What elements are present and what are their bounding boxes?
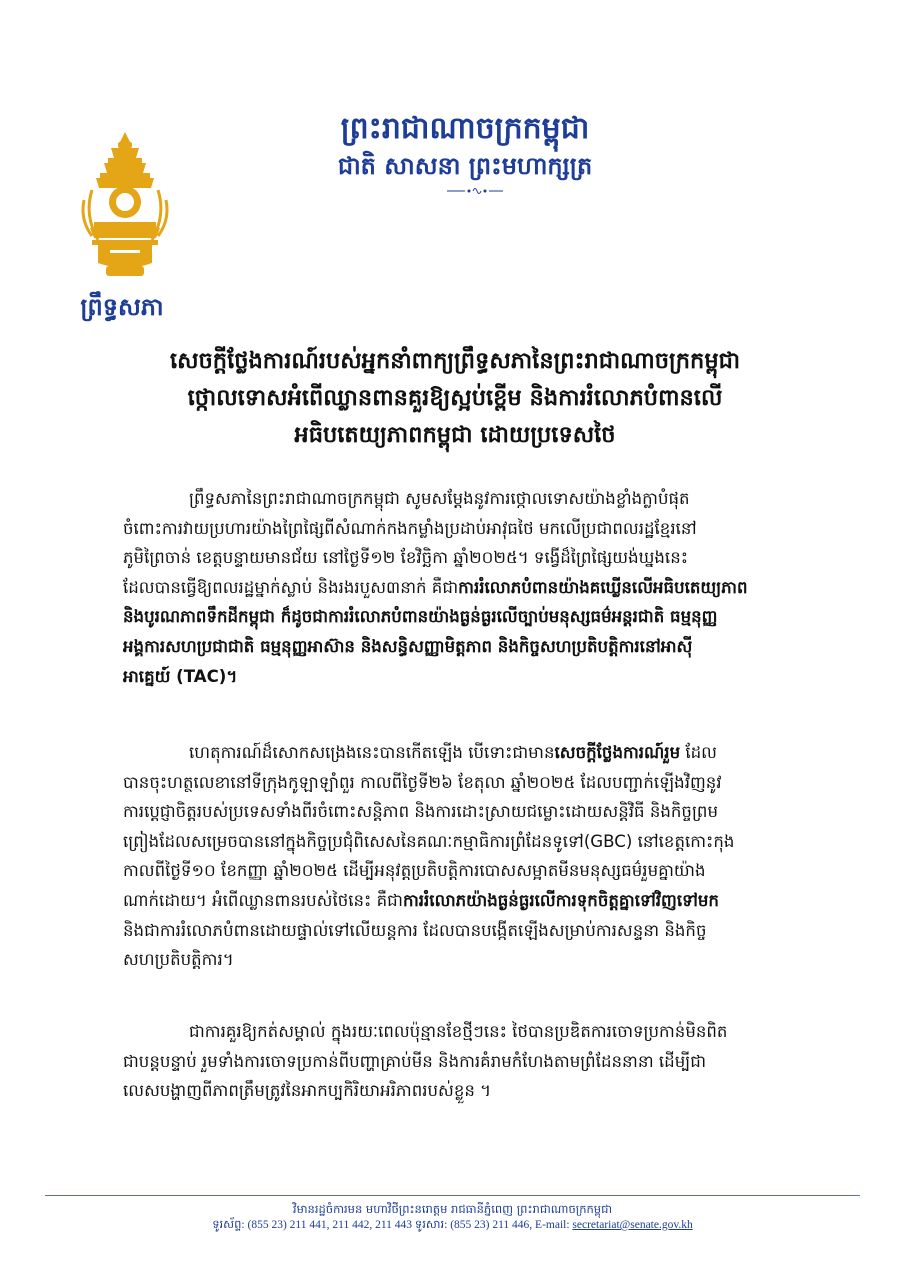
title-line: អធិបតេយ្យភាពកម្ពុជា ដោយប្រទេសថៃ bbox=[294, 422, 616, 448]
text-line: ចំពោះការវាយប្រហារយ៉ាងព្រៃផ្សៃពីសំណាក់កងកម្លាំងប្រដាប់អាវុធថៃ មកលើប្រជាពលរដ្ឋខ្មែរនៅ bbox=[123, 518, 697, 538]
senate-emblem-icon bbox=[80, 130, 170, 280]
footer-divider bbox=[45, 1195, 860, 1196]
text-line: ជាការគួរឱ្យកត់សម្គាល់ ក្នុងរយៈពេលប៉ុន្មានខែថ្មីៗនេះ ថៃបានប្រឌិតការចោទប្រកាន់មិនពិត bbox=[189, 1022, 728, 1041]
kingdom-heading: ព្រះរាជាណាចក្រកម្ពុជា bbox=[340, 111, 590, 146]
bold-text-line: និងបូរណភាពទឹកដីកម្ពុជា ក៏ដូចជាការរំលោភបំពានយ៉ាងធ្ងន់ធ្ងរលើច្បាប់មនុស្សធម៌អន្តរជាតិ ធម្មនុញ្ញ bbox=[123, 607, 718, 627]
fax-number: (855 23) 211 446, E-mail: bbox=[447, 1219, 573, 1231]
title-line: សេចក្តីថ្លែងការណ៍របស់អ្នកនាំពាក្យព្រឹទ្ធសភានៃព្រះរាជាណាចក្រកម្ពុជា bbox=[169, 348, 741, 374]
bold-text-run: ការរំលោភយ៉ាងធ្ងន់ធ្ងរលើការទុកចិត្តគ្នាទៅវិញទៅមក bbox=[402, 890, 719, 910]
fax-label: ទូរសារ: bbox=[414, 1219, 448, 1231]
footer-address: វិមានរដ្ឋចំការមន មហាវិថីព្រះនរោត្តម រាជធានីភ្នំពេញ ព្រះរាជាណាចក្រកម្ពុជា bbox=[292, 1202, 613, 1216]
senate-label: ព្រឹទ្ធសភា bbox=[80, 292, 164, 321]
text-line: បានចុះហត្ថលេខានៅទីក្រុងកូឡាឡាំពួរ កាលពីថ្ងៃទី២៦ ខែតុលា ឆ្នាំ២០២៥ ដែលបញ្ជាក់ឡើងវិញនូវ bbox=[123, 772, 722, 792]
ornament-divider-icon bbox=[445, 184, 505, 198]
bold-text-line: អាគ្នេយ៍ (TAC)។ bbox=[123, 666, 238, 686]
text-line: ជាបន្តបន្ទាប់ រួមទាំងការចោទប្រកាន់ពីបញ្ហាគ្រាប់មីន និងការគំរាមកំហែងតាមព្រំដែននានា ដើម្បីជា bbox=[123, 1051, 706, 1071]
bold-text-line: អង្គការសហប្រជាជាតិ ធម្មនុញ្ញអាស៊ាន និងសន្ធិសញ្ញាមិត្តភាព និងកិច្ចសហប្រតិបត្តិការនៅអាស៊ី bbox=[123, 636, 693, 656]
text-run: ណាក់ដោយ។ អំពើឈ្លានពានរបស់ថៃនេះ គឺជា bbox=[123, 890, 403, 910]
text-run: ដែល bbox=[680, 743, 717, 762]
email-link[interactable]: secretariat@senate.gov.kh bbox=[572, 1219, 693, 1231]
bold-text-run: ការរំលោភបំពានយ៉ាងគឃ្លើនលើអធិបតេយ្យភាព bbox=[458, 577, 748, 597]
text-line bbox=[123, 886, 835, 916]
text-line: ភូមិព្រៃចាន់ ខេត្តបន្ទាយមានជ័យ នៅថ្ងៃទី១២ ខែវិច្ឆិកា ឆ្នាំ២០២៥។ ទង្វើដ៏ព្រៃផ្សៃយង់ឃ្នងនេះ bbox=[123, 548, 689, 568]
title-line: ថ្កោលទោសអំពើឈ្លានពានគួរឱ្យស្អប់ខ្ពើម និងការរំលោភបំពានលើ bbox=[187, 385, 723, 411]
tel-label: ទូរស័ព្ទ: bbox=[212, 1219, 245, 1231]
text-run: ហេតុការណ៍ដ៏សោកសង្រេងនេះបានកើតឡើង បើទោះជាមាន bbox=[189, 743, 555, 762]
text-run: ដែលបានធ្វើឱ្យពលរដ្ឋម្នាក់ស្លាប់ និងរងរបួស៣នាក់ គឺជា bbox=[123, 577, 459, 597]
national-motto: ជាតិ សាសនា ព្រះមហាក្សត្រ bbox=[337, 151, 593, 180]
text-line bbox=[123, 573, 835, 603]
text-line: កាលពីថ្ងៃទី១០ ខែកញ្ញា ឆ្នាំ២០២៥ ដើម្បីអនុវត្តប្រតិបត្តិការបោសសម្អាតមីនមនុស្សធម៌រួមគ្នាយ៉ាង bbox=[123, 861, 706, 881]
document-title bbox=[90, 343, 820, 454]
tel-numbers: (855 23) 211 441, 211 442, 211 443 bbox=[244, 1219, 415, 1231]
text-line: ព្រឹទ្ធសភានៃព្រះរាជាណាចក្រកម្ពុជា សូមសម្តែងនូវការថ្កោលទោសយ៉ាងខ្លាំងក្លាបំផុត bbox=[189, 489, 690, 508]
text-line: លេសបង្ហាញពីភាពត្រឹមត្រូវនៃអាកប្បកិរិយាអរិភាពរបស់ខ្លួន ។ bbox=[123, 1081, 492, 1101]
paragraph-2 bbox=[123, 738, 835, 975]
paragraph-1 bbox=[123, 484, 835, 691]
text-line: ព្រៀងដែលសម្រេចបាននៅក្នុងកិច្ចប្រជុំពិសេសនៃគណៈកម្មាធិការព្រំដែនទូទៅ(GBC) នៅខេត្តកោះកុង bbox=[123, 831, 735, 851]
text-line: ការប្តេជ្ញាចិត្តរបស់ប្រទេសទាំងពីរចំពោះសន្តិភាព និងការដោះស្រាយជម្លោះដោយសន្តិវិធី និងកិច្ចព្រម bbox=[123, 802, 718, 822]
bold-text-run: សេចក្តីថ្លែងការណ៍រួម bbox=[554, 743, 681, 762]
text-line bbox=[123, 738, 835, 768]
text-line: សហប្រតិបត្តិការ។ bbox=[123, 950, 234, 970]
text-line: និងជាការរំលោភបំពានដោយផ្ទាល់ទៅលើយន្តការ ដែលបានបង្កើតឡើងសម្រាប់ការសន្ទនា និងកិច្ច bbox=[123, 920, 707, 940]
paragraph-3 bbox=[123, 1017, 835, 1106]
footer-contact bbox=[45, 1217, 860, 1233]
